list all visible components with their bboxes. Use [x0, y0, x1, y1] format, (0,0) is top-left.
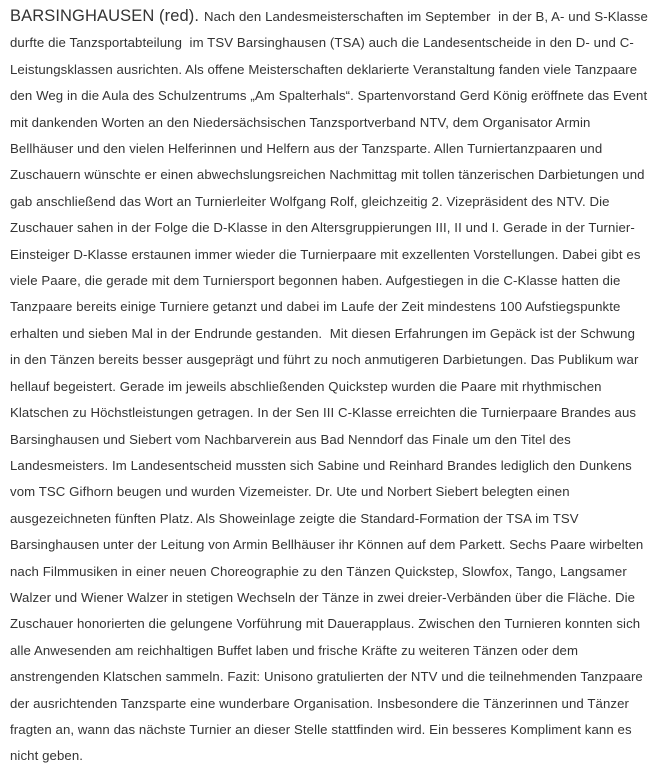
article-line: Zuschauer sahen in der Folge die D-Klasse in den Altersgruppierungen III, II und I. Gerade in der Turnier-	[10, 220, 635, 236]
article-line: Einsteiger D-Klasse erstaunen immer wieder die Turnierpaare mit exzellenten Vorstellungen. Dabei gibt es	[10, 246, 641, 262]
article-line: Barsinghausen unter der Leitung von Armin Bellhäuser ihr Können auf dem Parkett. Sechs Paare wirbelten	[10, 537, 644, 553]
article-line: Zuschauern wünschte er einen abwechslungsreichen Nachmittag mit tollen tänzerischen Darbietungen und	[10, 167, 645, 183]
article-line: hellauf begeistert. Gerade im jeweils abschließenden Quickstep wurden die Paare mit rhythmischen	[10, 378, 602, 394]
article-lead-in: BARSINGHAUSEN (red).	[10, 7, 200, 25]
article-first-line-text: Nach den Landesmeisterschaften im September in der B, A- und S-Klasse	[204, 9, 648, 24]
article-line: anstrengenden Klatschen sammeln. Fazit: Unisono gratulierten der NTV und die teilnehmenden Tanzpaare	[10, 669, 643, 685]
article-line: erhalten und sieben Mal in der Endrunde gestanden. Mit diesen Erfahrungen im Gepäck ist der Schwung	[10, 325, 636, 341]
article-line: alle Anwesenden am reichhaltigen Buffet laben und frische Kräfte zu weiteren Tänzen oder dem	[10, 642, 579, 658]
article-line-first	[10, 3, 657, 30]
article-body	[10, 30, 657, 769]
article-line: nach Filmmusiken in einer neuen Choreographie zu den Tänzen Quickstep, Slowfox, Tango, Langsamer	[10, 563, 627, 579]
article-line: den Weg in die Aula des Schulzentrums „Am Spalterhals“. Spartenvorstand Gerd König eröffnete das Event	[10, 88, 648, 104]
article-line: Zuschauer honorierten die gelungene Vorführung mit Dauerapplaus. Zwischen den Turnieren konnten sich	[10, 616, 641, 632]
article-line: vom TSC Gifhorn beugen und wurden Vizemeister. Dr. Ute und Norbert Siebert belegten einen	[10, 484, 570, 500]
article-line: viele Paare, die gerade mit dem Turniersport begonnen haben. Aufgestiegen in die C-Klasse hatten die	[10, 273, 621, 289]
article-line: fragten an, wann das nächste Turnier an dieser Stelle stattfinden wird. Ein besseres Kompliment kann es	[10, 721, 632, 737]
article-line: gab anschließend das Wort an Turnierleiter Wolfgang Rolf, gleichzeitig 2. Vizepräsident des NTV. Die	[10, 193, 610, 209]
article-line: Landesmeisters. Im Landesentscheid mussten sich Sabine und Reinhard Brandes lediglich den Dunkens	[10, 457, 632, 473]
article-line: in den Tänzen bereits besser ausgeprägt und führt zu noch anmutigeren Darbietungen. Das Publikum war	[10, 352, 639, 368]
article-line: Walzer und Wiener Walzer in stetigen Wechseln der Tänze in zwei dreier-Verbänden über die Fläche. Die	[10, 589, 636, 605]
article-line: Tanzpaare bereits einige Turniere getanzt und dabei im Laufe der Zeit mindestens 100 Aufstiegspunkte	[10, 299, 621, 315]
article-line: der ausrichtenden Tanzsparte eine wunderbare Organisation. Insbesondere die Tänzerinnen und Tänzer	[10, 695, 630, 711]
article-line: Bellhäuser und den vielen Helferinnen und Helfern aus der Tanzsparte. Allen Turniertanzpaaren und	[10, 141, 603, 157]
article-line: Leistungsklassen ausrichten. Als offene Meisterschaften deklarierte Veranstaltung fanden viele Tanzpaare	[10, 61, 638, 77]
article-line: Barsinghausen und Siebert vom Nachbarverein aus Bad Nenndorf das Finale um den Titel des	[10, 431, 571, 447]
article-line: nicht geben.	[10, 748, 84, 764]
article-line: mit dankenden Worten an den Niedersächsischen Tanzsportverband NTV, dem Organisator Armin	[10, 114, 591, 130]
article-line: durfte die Tanzsportabteilung im TSV Barsinghausen (TSA) auch die Landesentscheide in den D- und C-	[10, 35, 634, 51]
article-line: ausgezeichneten fünften Platz. Als Showeinlage zeigte die Standard-Formation der TSA im TSV	[10, 510, 579, 526]
article-line: Klatschen zu Höchstleistungen getragen. In der Sen III C-Klasse erreichten die Turnierpaare Brandes aus	[10, 405, 637, 421]
